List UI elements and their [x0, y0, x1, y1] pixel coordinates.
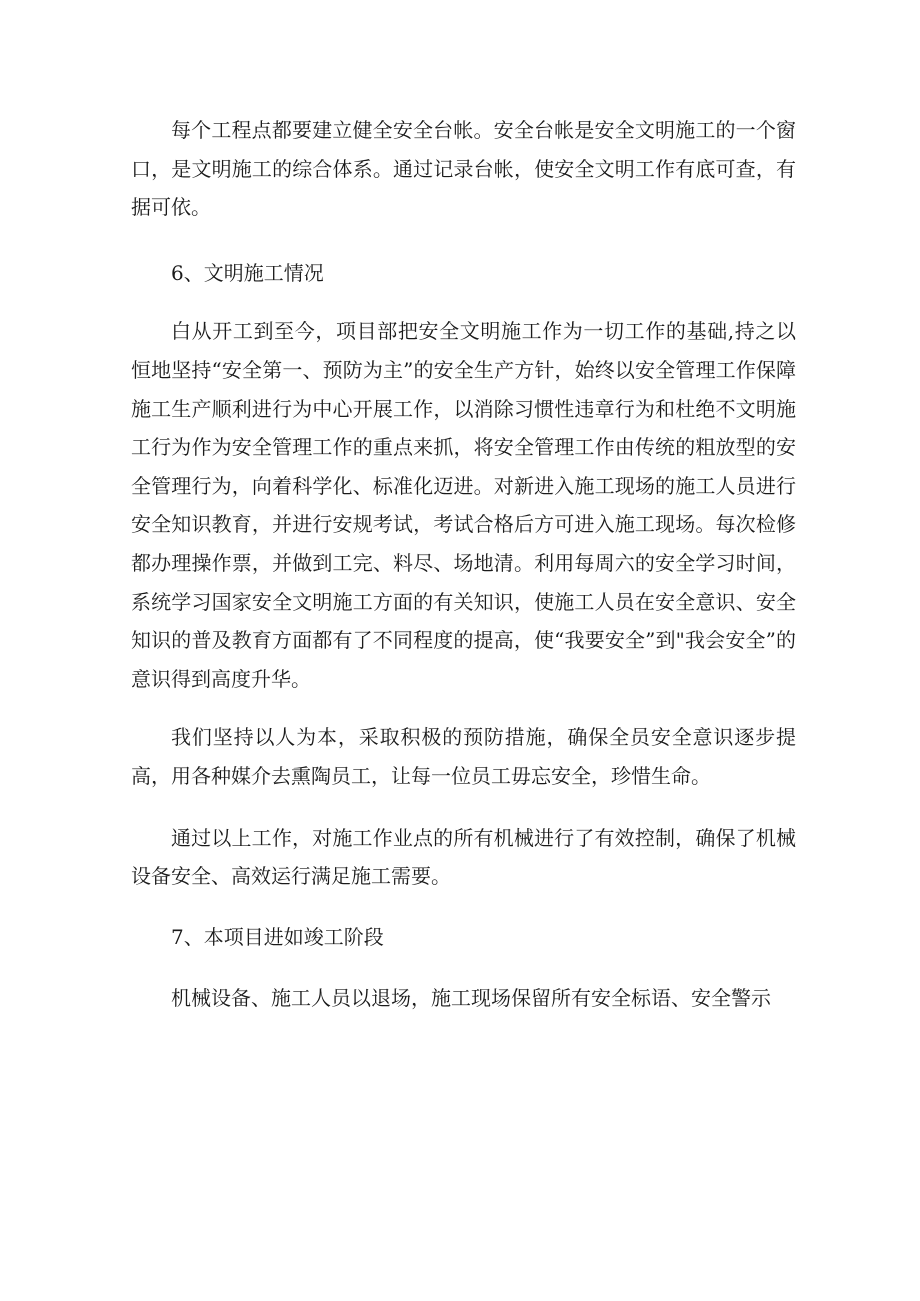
paragraph-civilized-construction: 白从开工到至今，项目部把安全文明施工作为一切工作的基础,持之以恒地坚持“安全第一、预防为主”的安全生产方针，始终以安全管理工作保障施工生产顺利进行为中心开展工作，以消除习惯性违章行为和杜绝不文明施工行为作为安全管理工作的重点来抓，将安全管理工作由传统的粗放型的安全管理行为，向着科学化、标准化迈进。对新进入施工现场的施工人员进行安全知识教育，并进行安规考试，考试合格后方可进入施工现场。每次检修都办理操作票，并做到工完、料尽、场地清。利用每周六的安全学习时间，系统学习国家安全文明施工方面的有关知识，使施工人员在安全意识、安全知识的普及教育方面都有了不同程度的提高，使“我要安全”到"我会安全”的意识得到高度升华。 [131, 319, 796, 691]
paragraph-machinery-control: 通过以上工作，对施工作业点的所有机械进行了有效控制，确保了机械设备安全、高效运行满足施工需要。 [131, 825, 796, 889]
section-heading-civilized-construction: 6、文明施工情况 [171, 260, 324, 285]
paragraph-people-oriented: 我们坚持以人为本，采取积极的预防措施，确保全员安全意识逐步提高，用各种媒介去熏陶员工，让每一位员工毋忘安全，珍惜生命。 [131, 725, 796, 788]
document-body [131, 111, 796, 1018]
paragraph-completion-stage: 机械设备、施工人员以退场，施工现场保留所有安全标语、安全警示 [171, 986, 771, 1011]
paragraph-safety-ledger: 每个工程点都要建立健全安全台帐。安全台帐是安全文明施工的一个窗口，是文明施工的综合体系。通过记录台帐，使安全文明工作有底可查，有据可依。 [131, 118, 796, 220]
section-heading-completion-stage: 7、本项目进如竣工阶段 [171, 924, 384, 949]
